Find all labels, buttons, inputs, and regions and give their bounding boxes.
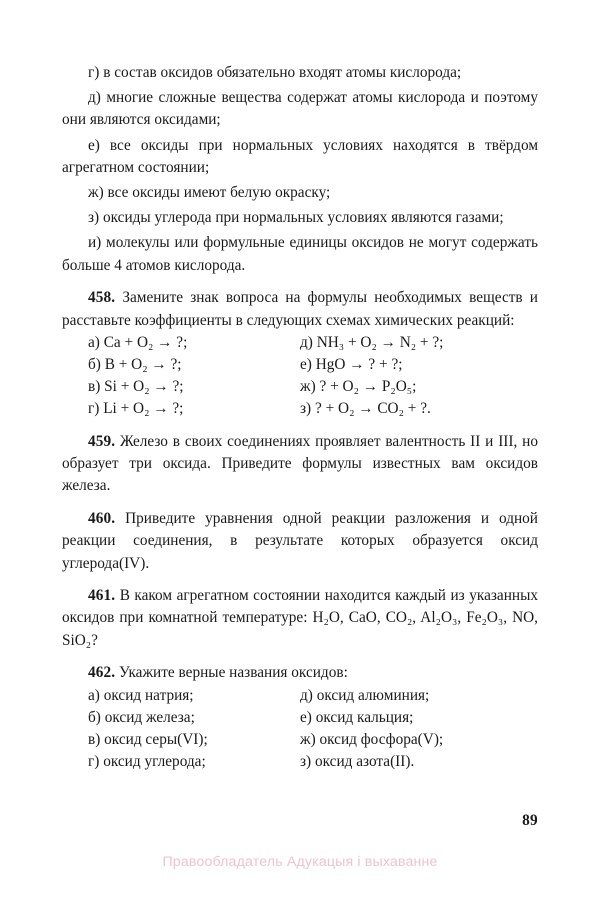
option-item: а) оксид натрия; [88, 686, 194, 704]
exercise-text: Железо в своих соединениях проявляет валентность II и III, но образует три оксида. Приведите формулы известных вам оксидов железа. [62, 433, 539, 495]
list-item: д) многие сложные вещества содержат атомы кислорода и поэтому они являются оксидами; [62, 89, 538, 129]
exercise-text: Укажите верные названия оксидов: [119, 664, 348, 682]
option-item: е) оксид кальция; [300, 708, 414, 726]
equation-item: в) Si + O₂ → ?; [88, 378, 184, 396]
list-item: ж) все оксиды имеют белую окраску; [88, 184, 331, 202]
option-row [62, 729, 538, 751]
exercise-458-columns [62, 332, 538, 421]
exercise-462-columns [62, 685, 538, 774]
equation-row [62, 398, 538, 420]
option-item: д) оксид алюминия; [300, 686, 430, 704]
option-row [62, 707, 538, 729]
exercise-460-body [62, 508, 538, 575]
option-item: в) оксид серы(VI); [88, 730, 208, 748]
list-item: з) оксиды углерода при нормальных условиях являются газами; [88, 209, 504, 227]
exercise-459-body [62, 431, 538, 498]
equation-item: з) ? + O₂ → CO₂ + ?. [300, 400, 431, 418]
list-item: г) в состав оксидов обязательно входят атомы кислорода; [88, 64, 462, 81]
exercise-number: 458. [88, 289, 116, 307]
option-item: б) оксид железа; [88, 708, 195, 726]
copyright-watermark: Правообладатель Адукацыя і выхаванне [162, 854, 438, 870]
equation-row [62, 376, 538, 398]
exercise-458-body [62, 287, 538, 331]
page-number: 89 [522, 812, 538, 829]
list-item: и) молекулы или формульные единицы оксидов не могут содержать больше 4 атомов кислорода. [62, 234, 538, 274]
equation-item: ж) ? + O₂ → P₂O₅; [300, 378, 417, 396]
exercise-number: 461. [88, 587, 116, 605]
exercise-text: Замените знак вопроса на формулы необходимых веществ и расставьте коэффициенты в следующих схемах химических реакций: [62, 289, 538, 329]
exercise-461-body [62, 585, 538, 652]
option-row [62, 685, 538, 707]
exercise-number: 462. [88, 664, 116, 682]
option-row [62, 751, 538, 773]
exercise-462-body [62, 662, 538, 684]
page-content [62, 62, 538, 773]
list-item: е) все оксиды при нормальных условиях находятся в твёрдом агрегатном состоянии; [62, 136, 538, 176]
exercise-text: В каком агрегатном состоянии находится каждый из указанных оксидов при комнатной температуре: H₂O, CaO, CO₂, Al₂O₃, Fe₂O₃, NO, SiO₂? [62, 587, 538, 649]
equation-item: а) Ca + O₂ → ?; [88, 333, 188, 351]
option-item: г) оксид углерода; [88, 753, 206, 771]
equation-item: е) HgO → ? + ?; [300, 355, 403, 373]
exercise-number: 459. [88, 433, 116, 451]
equation-row [62, 332, 538, 354]
equation-item: г) Li + O₂ → ?; [88, 400, 184, 418]
option-item: ж) оксид фосфора(V); [300, 730, 444, 748]
equation-item: д) NH₃ + O₂ → N₂ + ?; [300, 333, 444, 351]
exercise-text: Приведите уравнения одной реакции разложения и одной реакции соединения, в результате которых образуется оксид углерода(IV). [62, 510, 538, 572]
exercise-number: 460. [88, 510, 116, 528]
equation-row [62, 354, 538, 376]
equation-item: б) B + O₂ → ?; [88, 355, 182, 373]
option-item: з) оксид азота(II). [300, 753, 415, 771]
